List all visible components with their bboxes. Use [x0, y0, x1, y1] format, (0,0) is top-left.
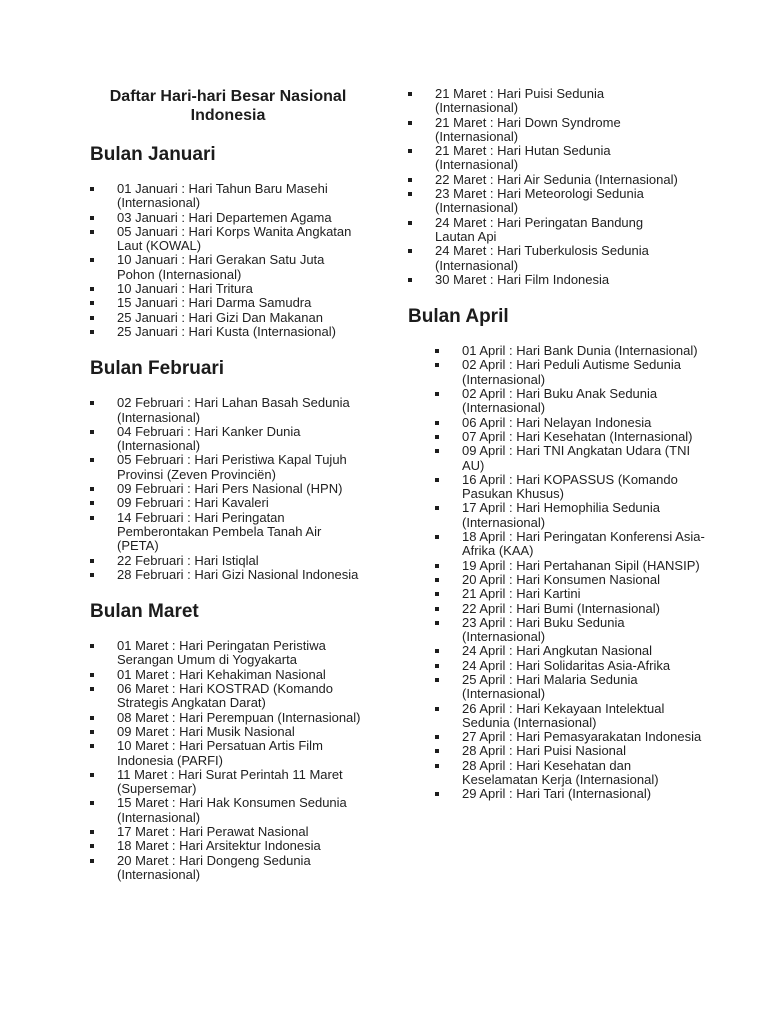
list-item-text: 06 Maret : Hari KOSTRAD (Komando Strategis Angkatan Darat): [117, 681, 334, 711]
bullet-icon: [408, 244, 435, 253]
list-item: [90, 282, 366, 296]
bullet-icon: [408, 116, 435, 125]
list-item-text: 22 Maret : Hari Air Sedunia (Internasional): [435, 171, 678, 187]
list-item: [435, 530, 708, 559]
bullet-icon: [90, 568, 117, 577]
list-item: [90, 311, 366, 325]
list-item: [435, 616, 708, 645]
section-heading: Bulan April: [408, 306, 509, 328]
list-item-text: 30 Maret : Hari Film Indonesia: [435, 271, 610, 287]
list-item: [435, 759, 708, 788]
list-item-text: 28 April : Hari Puisi Nasional: [462, 743, 627, 759]
list-item: [408, 144, 708, 173]
list-item: [435, 344, 708, 358]
list-item: [90, 711, 366, 725]
bullet-icon: [90, 725, 117, 734]
list-item-text: 09 Maret : Hari Musik Nasional: [117, 723, 295, 739]
bullet-icon: [435, 387, 462, 396]
list-item-text: 15 Maret : Hari Hak Konsumen Sedunia (Internasional): [117, 795, 347, 825]
bullet-icon: [435, 787, 462, 796]
bullet-icon: [435, 358, 462, 367]
bullet-icon: [435, 559, 462, 568]
list-item-text: 25 April : Hari Malaria Sedunia (Internasional): [462, 671, 638, 702]
bullet-icon: [90, 554, 117, 563]
bullet-icon: [435, 616, 462, 625]
list-item-text: 09 Februari : Hari Pers Nasional (HPN): [117, 481, 343, 497]
list-item: [435, 730, 708, 744]
list-item: [435, 501, 708, 530]
day-list: [408, 87, 708, 287]
list-item-text: 10 Maret : Hari Persatuan Artis Film Indonesia (PARFI): [117, 738, 323, 768]
day-list: [90, 639, 366, 882]
list-item-text: 23 April : Hari Buku Sedunia (Internasional): [462, 614, 625, 645]
list-item: [90, 253, 366, 282]
bullet-icon: [435, 730, 462, 739]
bullet-icon: [90, 639, 117, 648]
day-list: [90, 396, 366, 582]
list-item-text: 01 Maret : Hari Peringatan Peristiwa Serangan Umum di Yogyakarta: [117, 638, 326, 668]
bullet-icon: [90, 668, 117, 677]
list-item-text: 24 April : Hari Angkutan Nasional: [462, 643, 653, 659]
list-item: [90, 496, 366, 510]
bullet-icon: [435, 473, 462, 482]
list-item-text: 25 Januari : Hari Kusta (Internasional): [117, 323, 336, 339]
list-item: [90, 568, 366, 582]
list-item: [435, 416, 708, 430]
list-item: [90, 325, 366, 339]
bullet-icon: [90, 511, 117, 520]
list-item-text: 14 Februari : Hari Peringatan Pemberontakan Pembela Tanah Air (PETA): [117, 509, 322, 554]
list-item-text: 10 Januari : Hari Gerakan Satu Juta Pohon (Internasional): [117, 252, 325, 282]
column-left: [90, 87, 366, 882]
list-item-text: 28 April : Hari Kesehatan dan Keselamatan Kerja (Internasional): [462, 757, 659, 788]
list-item-text: 24 April : Hari Solidaritas Asia-Afrika: [462, 657, 671, 673]
list-item: [90, 511, 366, 554]
bullet-icon: [435, 344, 462, 353]
day-list: [408, 344, 708, 802]
bullet-icon: [90, 482, 117, 491]
list-item-text: 09 Februari : Hari Kavaleri: [117, 495, 269, 511]
bullet-icon: [90, 211, 117, 220]
list-item: [435, 473, 708, 502]
bullet-icon: [90, 253, 117, 262]
list-item: [90, 182, 366, 211]
bullet-icon: [90, 311, 117, 320]
bullet-icon: [90, 682, 117, 691]
list-item-text: 06 April : Hari Nelayan Indonesia: [462, 414, 652, 430]
list-item-text: 08 Maret : Hari Perempuan (Internasional): [117, 709, 361, 725]
list-item: [435, 673, 708, 702]
list-item-text: 24 Maret : Hari Peringatan Bandung Lautan Api: [435, 214, 644, 244]
list-item-text: 16 April : Hari KOPASSUS (Komando Pasukan Khusus): [462, 471, 678, 502]
bullet-icon: [435, 644, 462, 653]
list-item-text: 25 Januari : Hari Gizi Dan Makanan: [117, 309, 323, 325]
bullet-icon: [435, 702, 462, 711]
bullet-icon: [435, 416, 462, 425]
bullet-icon: [90, 839, 117, 848]
list-item: [408, 244, 708, 273]
list-item: [435, 387, 708, 416]
list-item: [435, 744, 708, 758]
list-item: [408, 87, 708, 116]
list-item-text: 05 Februari : Hari Peristiwa Kapal Tujuh Provinsi (Zeven Provinciën): [117, 452, 347, 482]
bullet-icon: [435, 530, 462, 539]
list-item-text: 01 Januari : Hari Tahun Baru Masehi (Internasional): [117, 181, 328, 211]
list-item-text: 28 Februari : Hari Gizi Nasional Indonesia: [117, 566, 359, 582]
bullet-icon: [408, 87, 435, 96]
list-item-text: 22 Februari : Hari Istiqlal: [117, 552, 259, 568]
list-item: [90, 482, 366, 496]
list-item: [90, 739, 366, 768]
list-item: [435, 644, 708, 658]
bullet-icon: [90, 854, 117, 863]
list-item-text: 09 April : Hari TNI Angkatan Udara (TNI AU): [462, 443, 691, 473]
list-item: [408, 216, 708, 245]
list-item-text: 15 Januari : Hari Darma Samudra: [117, 295, 312, 311]
list-item-text: 11 Maret : Hari Surat Perintah 11 Maret (Supersemar): [117, 766, 343, 797]
bullet-icon: [90, 496, 117, 505]
list-item-text: 17 Maret : Hari Perawat Nasional: [117, 823, 309, 839]
list-item-text: 21 Maret : Hari Hutan Sedunia (Internasional): [435, 143, 611, 173]
list-item-text: 18 April : Hari Peringatan Konferensi Asia-Afrika (KAA): [462, 529, 705, 559]
document-title: Daftar Hari-hari Besar Nasional Indonesia: [109, 88, 347, 124]
bullet-icon: [435, 659, 462, 668]
bullet-icon: [435, 759, 462, 768]
bullet-icon: [90, 825, 117, 834]
bullet-icon: [408, 187, 435, 196]
list-item-text: 10 Januari : Hari Tritura: [117, 281, 253, 297]
list-item: [90, 296, 366, 310]
list-item: [408, 273, 708, 287]
bullet-icon: [408, 216, 435, 225]
bullet-icon: [90, 796, 117, 805]
column-right: [408, 87, 708, 802]
bullet-icon: [435, 602, 462, 611]
list-item: [435, 787, 708, 801]
bullet-icon: [90, 453, 117, 462]
bullet-icon: [90, 325, 117, 334]
list-item-text: 21 Maret : Hari Down Syndrome (Internasional): [435, 114, 621, 144]
list-item: [435, 430, 708, 444]
list-item: [90, 554, 366, 568]
list-item-text: 20 April : Hari Konsumen Nasional: [462, 571, 660, 587]
list-item-text: 19 April : Hari Pertahanan Sipil (HANSIP): [462, 557, 700, 573]
section-heading: Bulan Februari: [90, 358, 225, 380]
list-item-text: 18 Maret : Hari Arsitektur Indonesia: [117, 838, 321, 854]
bullet-icon: [435, 673, 462, 682]
list-item: [90, 453, 366, 482]
list-item-text: 01 April : Hari Bank Dunia (Internasional): [462, 343, 698, 359]
bullet-icon: [90, 396, 117, 405]
list-item: [435, 602, 708, 616]
list-item-text: 02 April : Hari Peduli Autisme Sedunia (Internasional): [462, 357, 681, 387]
list-item: [90, 639, 366, 668]
list-item-text: 26 April : Hari Kekayaan Intelektual Sedunia (Internasional): [462, 700, 665, 730]
list-item: [90, 425, 366, 454]
list-item: [90, 211, 366, 225]
list-item-text: 01 Maret : Hari Kehakiman Nasional: [117, 666, 326, 682]
list-item: [90, 796, 366, 825]
section-heading: Bulan Maret: [90, 601, 199, 623]
list-item-text: 17 April : Hari Hemophilia Sedunia (Internasional): [462, 500, 660, 530]
list-item-text: 27 April : Hari Pemasyarakatan Indonesia: [462, 729, 702, 745]
list-item: [408, 187, 708, 216]
list-item-text: 29 April : Hari Tari (Internasional): [462, 786, 652, 802]
list-item-text: 04 Februari : Hari Kanker Dunia (Internasional): [117, 423, 301, 454]
list-item: [435, 702, 708, 731]
bullet-icon: [435, 444, 462, 453]
list-item-text: 22 April : Hari Bumi (Internasional): [462, 600, 660, 616]
bullet-icon: [90, 711, 117, 720]
bullet-icon: [90, 425, 117, 434]
list-item: [90, 396, 366, 425]
list-item: [90, 854, 366, 883]
list-item-text: 05 Januari : Hari Korps Wanita Angkatan Laut (KOWAL): [117, 223, 352, 254]
list-item-text: 03 Januari : Hari Departemen Agama: [117, 209, 332, 225]
list-item: [408, 173, 708, 187]
list-item-text: 07 April : Hari Kesehatan (Internasional): [462, 428, 693, 444]
list-item: [90, 839, 366, 853]
bullet-icon: [408, 144, 435, 153]
bullet-icon: [408, 173, 435, 182]
list-item-text: 20 Maret : Hari Dongeng Sedunia (Internasional): [117, 852, 311, 882]
bullet-icon: [90, 768, 117, 777]
list-item-text: 24 Maret : Hari Tuberkulosis Sedunia (Internasional): [435, 243, 649, 273]
day-list: [90, 182, 366, 339]
list-item: [435, 559, 708, 573]
list-item: [435, 573, 708, 587]
list-item: [408, 116, 708, 145]
list-item: [435, 659, 708, 673]
bullet-icon: [435, 573, 462, 582]
bullet-icon: [435, 744, 462, 753]
bullet-icon: [408, 273, 435, 282]
list-item: [90, 668, 366, 682]
list-item: [90, 682, 366, 711]
bullet-icon: [90, 739, 117, 748]
list-item-text: 21 April : Hari Kartini: [462, 586, 581, 602]
bullet-icon: [90, 225, 117, 234]
list-item: [90, 768, 366, 797]
list-item: [435, 358, 708, 387]
bullet-icon: [435, 430, 462, 439]
list-item-text: 02 April : Hari Buku Anak Sedunia (Internasional): [462, 386, 658, 416]
bullet-icon: [90, 282, 117, 291]
list-item: [435, 587, 708, 601]
section-heading: Bulan Januari: [90, 144, 216, 165]
bullet-icon: [435, 587, 462, 596]
bullet-icon: [435, 501, 462, 510]
list-item: [435, 444, 708, 473]
list-item-text: 21 Maret : Hari Puisi Sedunia (Internasional): [435, 86, 605, 116]
list-item: [90, 725, 366, 739]
list-item-text: 23 Maret : Hari Meteorologi Sedunia (Internasional): [435, 186, 644, 216]
bullet-icon: [90, 182, 117, 191]
bullet-icon: [90, 296, 117, 305]
list-item-text: 02 Februari : Hari Lahan Basah Sedunia (Internasional): [117, 395, 350, 425]
list-item: [90, 225, 366, 254]
list-item: [90, 825, 366, 839]
